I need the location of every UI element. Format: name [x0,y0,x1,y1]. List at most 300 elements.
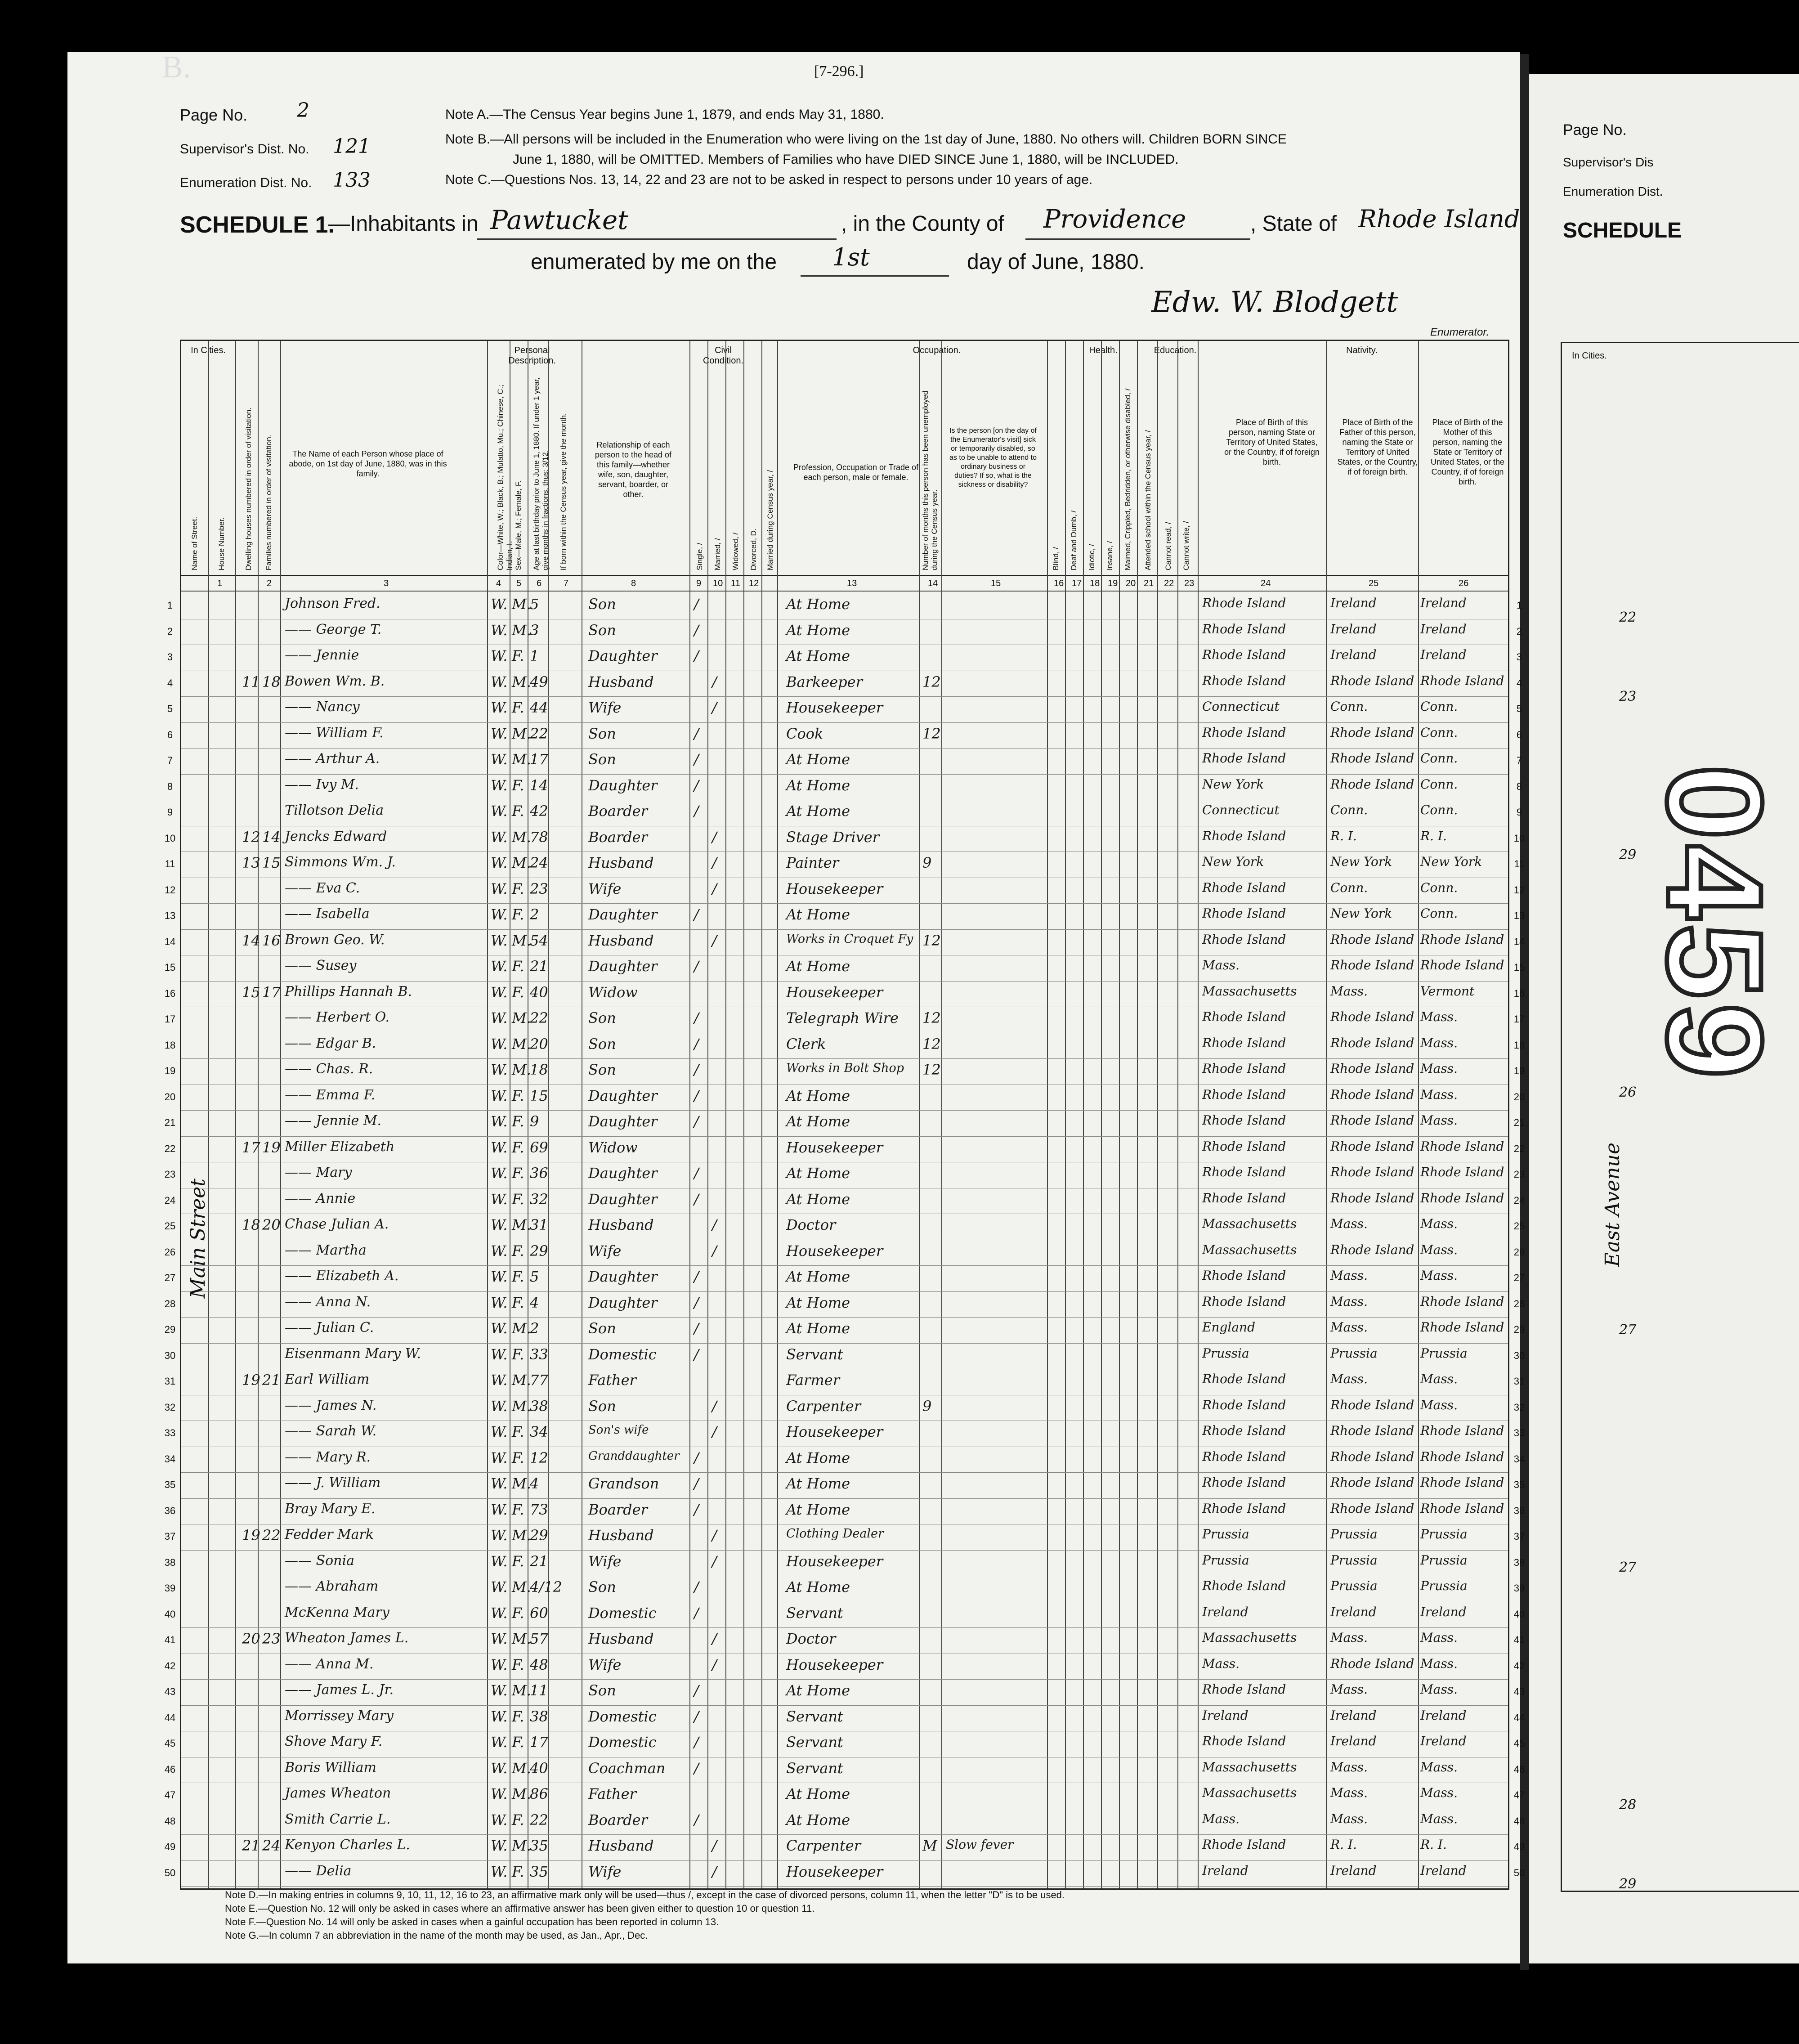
age-cell: 38 [530,1397,548,1415]
father-birthplace-cell: New York [1330,906,1392,921]
color-cell: W. [491,1604,508,1622]
mother-birthplace-cell: Conn. [1420,906,1458,921]
age-cell: 35 [530,1863,548,1880]
father-birthplace-cell: Conn. [1330,699,1368,714]
row-divider [181,929,1508,930]
single-mark: / [694,1604,699,1622]
relationship-cell: Daughter [588,1087,658,1104]
single-mark: / [694,958,699,975]
column-number: 1 [217,578,223,588]
row-divider [181,1550,1508,1551]
occupation-cell: At Home [786,621,850,639]
occupation-cell: At Home [786,958,850,975]
age-cell: 15 [530,1087,548,1104]
person-name: Phillips Hannah B. [285,983,412,1000]
person-name: —— Anna N. [285,1294,371,1310]
row-divider [181,1860,1508,1861]
relationship-cell: Daughter [588,1113,658,1130]
sex-cell: M. [512,854,531,871]
birthplace-cell: Prussia [1202,1552,1249,1568]
sex-cell: F. [512,647,524,664]
age-cell: 4/12 [530,1578,562,1596]
father-birthplace-cell: Mass. [1330,1785,1368,1800]
color-cell: W. [491,1035,508,1053]
line-number-right: 4 [1516,677,1522,689]
supervisor-label: Supervisor's Dist. No. [180,142,309,157]
months-unemployed-cell: 12 [922,1061,941,1078]
header-mother: Place of Birth of the Mother of this person, naming the State or Territory of United States, or the Country, if of foreign birth. [1430,418,1505,486]
column-number: 9 [696,578,702,588]
line-number-left: 4 [167,677,173,689]
relationship-cell: Daughter [588,1190,658,1208]
birthplace-cell: Mass. [1202,1811,1240,1826]
line-number-right: 37 [1513,1531,1525,1542]
enumeration-label: Enumeration Dist. No. [180,175,312,190]
color-cell: W. [491,1527,508,1544]
color-cell: W. [491,1708,508,1725]
occupation-cell: Telegraph Wire [786,1009,899,1026]
father-birthplace-cell: Rhode Island [1330,751,1414,766]
line-number-right: 23 [1513,1169,1525,1180]
birthplace-cell: Rhode Island [1202,1294,1286,1309]
birthplace-cell: Massachusetts [1202,1759,1297,1775]
mother-birthplace-cell: Conn. [1420,751,1458,766]
row-divider [181,1343,1508,1344]
person-name: —— James N. [285,1397,377,1413]
line-number-left: 13 [164,910,176,921]
line-number-right: 33 [1513,1427,1525,1439]
mother-birthplace-cell: Rhode Island [1420,1320,1504,1335]
line-number-right: 26 [1513,1246,1525,1258]
mother-birthplace-cell: Vermont [1420,983,1475,999]
person-name: —— Jennie M. [285,1113,382,1129]
rp-in-cities: In Cities. [1572,351,1607,361]
person-name: —— William F. [285,725,384,741]
line-number-right: 12 [1513,884,1525,896]
column-divider [1326,341,1327,1888]
person-name: —— Elizabeth A. [285,1268,399,1284]
birthplace-cell: Connecticut [1202,802,1280,817]
person-name: —— James L. Jr. [285,1682,394,1698]
column-number: 2 [267,578,272,588]
column-divider [761,341,762,1888]
birthplace-cell: Massachusetts [1202,1216,1297,1231]
occupation-cell: Servant [786,1604,843,1622]
birthplace-cell: Prussia [1202,1527,1249,1542]
person-name: Morrissey Mary [285,1708,394,1724]
mother-birthplace-cell: Rhode Island [1420,1294,1504,1309]
occupation-cell: At Home [786,1785,850,1802]
color-cell: W. [491,1009,508,1026]
header-months-unemployed: Number of months this person has been unemployed during the Census year. [921,390,939,570]
column-number: 22 [1164,578,1174,588]
father-birthplace-cell: Ireland [1330,1734,1377,1748]
color-cell: W. [491,1734,508,1751]
color-cell: W. [491,1113,508,1130]
occupation-cell: Painter [786,854,839,871]
color-cell: W. [491,828,508,846]
relationship-cell: Husband [588,1837,654,1854]
sex-cell: F. [512,1345,524,1363]
sex-cell: M. [512,1630,531,1647]
relationship-cell: Domestic [588,1734,657,1751]
birthplace-cell: Rhode Island [1202,1837,1286,1852]
mother-birthplace-cell: Mass. [1420,1630,1458,1645]
age-cell: 54 [530,932,548,949]
dwelling-number: 21 [242,1837,260,1854]
rp-page-no-label: Page No. [1563,121,1627,139]
line-number-left: 15 [164,962,176,973]
person-name: Boris William [285,1759,376,1775]
mother-birthplace-cell: Conn. [1420,725,1458,740]
months-unemployed-cell: 12 [922,1035,941,1053]
column-number: 25 [1369,578,1379,588]
column-divider [689,341,690,1888]
line-number-left: 23 [164,1169,176,1180]
line-number-left: 9 [167,807,173,818]
relationship-cell: Daughter [588,906,658,923]
header-married: Married, / [713,538,722,570]
mother-birthplace-cell: Rhode Island [1420,1190,1504,1206]
mother-birthplace-cell: R. I. [1420,828,1447,843]
occupation-cell: Servant [786,1345,843,1363]
father-birthplace-cell: Rhode Island [1330,1423,1414,1438]
person-name: Chase Julian A. [285,1216,389,1232]
father-birthplace-cell: Prussia [1330,1527,1378,1542]
age-cell: 5 [530,1268,539,1285]
column-divider [235,341,236,1888]
line-number-left: 50 [164,1867,176,1878]
birthplace-cell: Rhode Island [1202,828,1286,843]
relationship-cell: Boarder [588,828,648,846]
line-number-left: 44 [164,1712,176,1723]
mother-birthplace-cell: Ireland [1420,1604,1467,1619]
header-color: Color—White, W.; Black, B.; Mulatto, Mu.; Chinese, C.; Indian, I. [496,385,514,570]
line-number-left: 20 [164,1091,176,1103]
color-cell: W. [491,699,508,716]
dwelling-number: 17 [242,1139,260,1156]
header-widowed: Widowed, / [731,532,740,570]
line-number-right: 34 [1513,1453,1525,1465]
column-number: 19 [1108,578,1118,588]
rp-enumeration-label: Enumeration Dist. [1563,184,1663,198]
line-number-left: 48 [164,1815,176,1827]
line-number-left: 42 [164,1660,176,1672]
relationship-cell: Daughter [588,1294,658,1311]
sex-cell: M. [512,596,531,613]
schedule-title: SCHEDULE 1. [180,212,335,238]
single-mark: / [694,1811,699,1829]
occupation-cell: At Home [786,1268,850,1285]
color-cell: W. [491,1294,508,1311]
mother-birthplace-cell: Rhode Island [1420,1475,1504,1490]
column-number: 17 [1072,578,1082,588]
occupation-cell: At Home [786,647,850,664]
married-mark: / [712,673,717,690]
family-number: 17 [262,983,281,1001]
header-married-year: Married during Census year, / [766,470,774,570]
months-unemployed-cell: 12 [922,673,941,690]
father-birthplace-cell: Mass. [1330,1811,1368,1826]
group-education: Education. [1154,345,1197,355]
single-mark: / [694,776,699,794]
relationship-cell: Daughter [588,647,658,664]
father-birthplace-cell: R. I. [1330,828,1357,843]
color-cell: W. [491,880,508,897]
person-name: Smith Carrie L. [285,1811,391,1827]
color-cell: W. [491,1501,508,1518]
occupation-cell: Housekeeper [786,1656,883,1673]
line-number-right: 31 [1513,1376,1525,1387]
birthplace-cell: Rhode Island [1202,1061,1286,1076]
line-number-right: 25 [1513,1220,1525,1232]
occupation-cell: Servant [786,1759,843,1777]
color-cell: W. [491,1811,508,1829]
book-spine [1520,54,1529,1970]
relationship-cell: Wife [588,1242,622,1260]
age-cell: 86 [530,1785,548,1802]
occupation-cell: Farmer [786,1372,840,1389]
line-number-left: 21 [164,1117,176,1128]
occupation-cell: Barkeeper [786,673,863,690]
header-single: Single, / [695,542,704,570]
occupation-cell: Doctor [786,1630,836,1647]
note-c: Note C.—Questions Nos. 13, 14, 22 and 23 are not to be asked in respect to persons under 10 years of age. [445,172,1093,187]
rp-dwelling-number: 23 [1619,689,1637,704]
married-mark: / [712,828,717,846]
father-birthplace-cell: Mass. [1330,1294,1368,1309]
mother-birthplace-cell: Ireland [1420,1734,1467,1748]
row-divider [181,748,1508,749]
dwelling-number: 15 [242,983,260,1001]
sex-cell: M. [512,1216,531,1233]
mother-birthplace-cell: Mass. [1420,1061,1458,1076]
person-name: —— Eva C. [285,880,360,896]
header-occupation: Profession, Occupation or Trade of each person, male or female. [793,463,919,482]
father-birthplace-cell: Prussia [1330,1552,1378,1568]
birthplace-cell: Massachusetts [1202,983,1297,999]
age-cell: 36 [530,1165,548,1182]
occupation-cell: Housekeeper [786,1423,883,1440]
age-cell: 17 [530,751,548,768]
column-divider [1137,341,1138,1888]
line-number-left: 12 [164,884,176,896]
line-number-left: 35 [164,1479,176,1490]
married-mark: / [712,1837,717,1854]
color-cell: W. [491,802,508,820]
age-cell: 14 [530,776,548,794]
birthplace-cell: Rhode Island [1202,1734,1286,1748]
single-mark: / [694,1268,699,1285]
mother-birthplace-cell: Mass. [1420,1785,1458,1800]
state-value: Rhode Island [1358,205,1520,233]
line-number-left: 40 [164,1608,176,1620]
father-birthplace-cell: Prussia [1330,1578,1378,1593]
father-birthplace-cell: Ireland [1330,1708,1377,1723]
occupation-cell: At Home [786,596,850,613]
relationship-cell: Son's wife [588,1423,649,1437]
mother-birthplace-cell: Prussia [1420,1527,1468,1542]
person-name: Fedder Mark [285,1527,374,1542]
birthplace-cell: England [1202,1320,1256,1335]
day-underline [801,275,949,277]
form-code: [7-296.] [814,63,864,80]
row-divider [181,1110,1508,1111]
single-mark: / [694,647,699,664]
column-divider [1065,341,1066,1888]
line-number-right: 30 [1513,1349,1525,1361]
sex-cell: M. [512,673,531,690]
column-divider [1047,341,1048,1888]
color-cell: W. [491,1216,508,1233]
father-birthplace-cell: Rhode Island [1330,1035,1414,1050]
father-birthplace-cell: Mass. [1330,1320,1368,1335]
occupation-cell: At Home [786,1087,850,1104]
line-number-right: 3 [1516,651,1522,663]
line-number-right: 40 [1513,1608,1525,1620]
single-mark: / [694,1009,699,1026]
person-name: —— Sarah W. [285,1423,377,1439]
line-number-left: 38 [164,1556,176,1568]
single-mark: / [694,621,699,639]
occupation-cell: Works in Bolt Shop [786,1061,904,1075]
father-birthplace-cell: Rhode Island [1330,1087,1414,1102]
color-cell: W. [491,1449,508,1466]
age-cell: 73 [530,1501,548,1518]
mother-birthplace-cell: Mass. [1420,1035,1458,1050]
person-name: Kenyon Charles L. [285,1837,410,1853]
occupation-cell: Stage Driver [786,828,879,846]
relationship-cell: Wife [588,880,622,897]
single-mark: / [694,1759,699,1777]
column-divider [258,341,259,1888]
column-divider [941,341,942,1888]
months-unemployed-cell: 12 [922,932,941,949]
line-number-right: 48 [1513,1815,1525,1827]
relationship-cell: Father [588,1785,636,1802]
column-number: 14 [928,578,938,588]
row-divider [181,1472,1508,1473]
father-birthplace-cell: Conn. [1330,880,1368,895]
birthplace-cell: Ireland [1202,1708,1249,1723]
occupation-cell: At Home [786,1578,850,1596]
column-number: 21 [1144,578,1154,588]
mother-birthplace-cell: Mass. [1420,1656,1458,1671]
line-number-left: 19 [164,1065,176,1076]
row-divider [181,1679,1508,1680]
person-name: Earl William [285,1372,370,1387]
family-number: 22 [262,1527,281,1544]
age-cell: 34 [530,1423,548,1440]
sex-cell: F. [512,880,524,897]
column-number: 7 [564,578,569,588]
age-cell: 12 [530,1449,548,1466]
person-name: Simmons Wm. J. [285,854,396,870]
sex-cell: F. [512,1165,524,1182]
line-number-right: 38 [1513,1556,1525,1568]
color-cell: W. [491,1552,508,1570]
father-birthplace-cell: Rhode Island [1330,1190,1414,1206]
dwelling-number: 14 [242,932,260,949]
group-nativity: Nativity. [1346,345,1378,355]
sex-cell: M. [512,932,531,949]
note-a: Note A.—The Census Year begins June 1, 1879, and ends May 31, 1880. [445,107,884,122]
line-number-left: 36 [164,1505,176,1516]
dwelling-number: 13 [242,854,260,871]
note-e: Note E.—Question No. 12 will only be asked in cases where an affirmative answer has been given either to question 10 or question 11. [225,1903,815,1914]
color-cell: W. [491,1061,508,1078]
father-birthplace-cell: Mass. [1330,983,1368,999]
person-name: —— Nancy [285,699,360,715]
father-birthplace-cell: Mass. [1330,1268,1368,1283]
sex-cell: F. [512,1423,524,1440]
column-number: 26 [1459,578,1469,588]
birthplace-cell: Rhode Island [1202,621,1286,637]
relationship-cell: Husband [588,932,654,949]
column-divider [1083,341,1084,1888]
day-suffix: day of June, 1880. [967,250,1145,274]
person-name: Bray Mary E. [285,1501,376,1517]
single-mark: / [694,596,699,613]
county-label: , in the County of [841,212,1004,236]
header-street: Name of Street. [190,516,199,570]
months-unemployed-cell: 12 [922,1009,941,1026]
father-birthplace-cell: Rhode Island [1330,673,1414,688]
occupation-cell: At Home [786,1501,850,1518]
occupation-cell: At Home [786,1113,850,1130]
color-cell: W. [491,1423,508,1440]
column-number: 8 [631,578,636,588]
person-name: —— Chas. R. [285,1061,373,1077]
enumerator-signature: Edw. W. Blodgett [1151,286,1398,319]
father-birthplace-cell: Rhode Island [1330,1113,1414,1128]
line-number-right: 29 [1513,1324,1525,1335]
header-divider [181,575,1508,576]
father-birthplace-cell: Ireland [1330,1863,1377,1878]
person-name: James Wheaton [285,1785,391,1801]
column-divider [487,341,488,1888]
birthplace-cell: Rhode Island [1202,1165,1286,1179]
place-value: Pawtucket [490,205,628,235]
person-name: —— Ivy M. [285,776,359,793]
enumerator-label: Enumerator. [1430,326,1490,338]
sex-cell: F. [512,1811,524,1829]
occupation-cell: At Home [786,1294,850,1311]
color-cell: W. [491,1475,508,1492]
header-dwelling: Dwelling houses numbered in order of visitation. [244,408,253,570]
header-sex: Sex—Male, M.; Female, F. [514,480,523,570]
birthplace-cell: Rhode Island [1202,1578,1286,1593]
birthplace-cell: Rhode Island [1202,880,1286,895]
line-number-left: 33 [164,1427,176,1439]
birthplace-cell: Rhode Island [1202,1009,1286,1024]
age-cell: 2 [530,1320,539,1337]
row-divider [181,1291,1508,1292]
header-insane: Insane, / [1105,541,1114,570]
birthplace-cell: Rhode Island [1202,673,1286,688]
relationship-cell: Son [588,725,616,742]
line-number-right: 39 [1513,1582,1525,1594]
county-underline [1025,238,1250,240]
color-cell: W. [491,1785,508,1802]
sex-cell: M. [512,751,531,768]
age-cell: 3 [530,621,539,639]
age-cell: 32 [530,1190,548,1208]
line-number-right: 18 [1513,1039,1525,1051]
months-unemployed-cell: 12 [922,725,941,742]
relationship-cell: Grandson [588,1475,659,1492]
dwelling-number: 11 [242,673,260,690]
